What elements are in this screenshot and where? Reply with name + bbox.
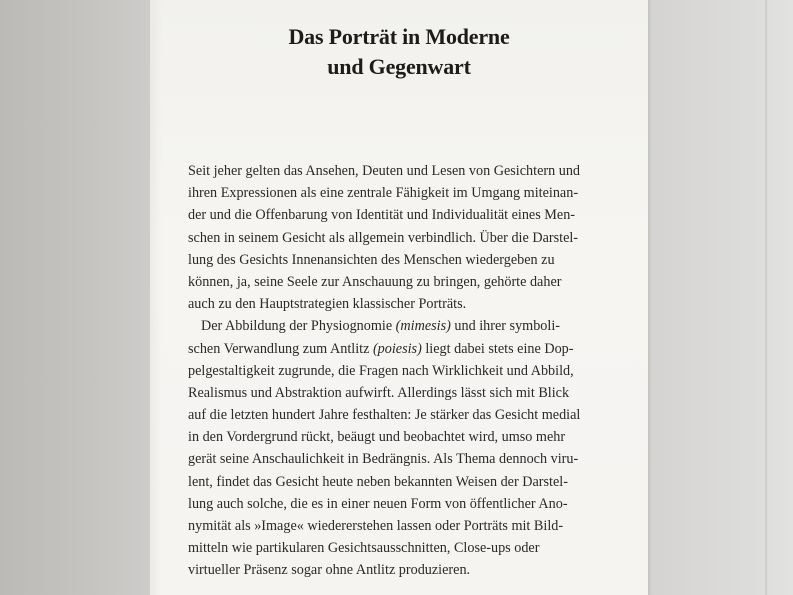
panel-shadow [150, 0, 162, 595]
paragraph-2-line: pelgestaltigkeit zugrunde, die Fragen nach Wirklichkeit und Abbild, [188, 362, 574, 379]
exhibition-text-panel [150, 0, 648, 595]
paragraph-2-text: schen Verwandlung zum Antlitz [188, 340, 373, 357]
paragraph-2-line: Realismus und Abstraktion aufwirft. Allerdings lässt sich mit Blick [188, 384, 570, 401]
paragraph-2-line: in den Vordergrund rückt, beäugt und beobachtet wird, umso mehr [188, 429, 566, 446]
wall-corner-edge [765, 0, 767, 595]
paragraph-2-line [188, 338, 623, 360]
paragraph-2-line: gerät seine Anschaulichkeit in Bedrängnis. Als Thema dennoch viru- [188, 451, 579, 468]
paragraph-2-line: virtueller Präsenz sogar ohne Antlitz produzieren. [188, 562, 471, 579]
gallery-wall-left [0, 0, 150, 595]
panel-body-text [188, 160, 623, 582]
paragraph-1-line: auch zu den Hauptstrategien klassischer Porträts. [188, 296, 467, 313]
gallery-wall-right [648, 0, 793, 595]
paragraph-2-text: und ihrer symboli- [450, 318, 560, 335]
paragraph-1-line: lung des Gesichts Innenansichten des Menschen wiedergeben zu [188, 251, 555, 268]
paragraph-1-line: können, ja, seine Seele zur Anschauung zu bringen, gehörte daher [188, 273, 562, 290]
title-line-1: Das Porträt in Moderne [288, 24, 510, 49]
paragraph-2-line [188, 315, 623, 337]
paragraph-1-line: schen in seinem Gesicht als allgemein verbindlich. Über die Darstel- [188, 229, 579, 246]
paragraph-2-line: auf die letzten hundert Jahre festhalten: Je stärker das Gesicht medial [188, 407, 581, 424]
paragraph-2-line: mitteln wie partikularen Gesichtsausschnitten, Close-ups oder [188, 540, 540, 557]
paragraph-2-text: Der Abbildung der Physiognomie [201, 318, 396, 335]
paragraph-1-line: der und die Offenbarung von Identität und Individualität eines Men- [188, 207, 576, 224]
paragraph-2-line: lung auch solche, die es in einer neuen Form von öffentlicher Ano- [188, 495, 568, 512]
paragraph-1-line: ihren Expressionen als eine zentrale Fähigkeit im Umgang miteinan- [188, 185, 579, 202]
paragraph-2-text: liegt dabei stets eine Dop- [421, 340, 574, 357]
term-poiesis: (poiesis) [372, 340, 422, 357]
paragraph-1-line: Seit jeher gelten das Ansehen, Deuten und Lesen von Gesichtern und [188, 163, 581, 179]
term-mimesis: (mimesis) [395, 318, 451, 335]
panel-title [150, 22, 648, 82]
title-line-2: und Gegenwart [327, 54, 471, 79]
paragraph-2-line: lent, findet das Gesicht heute neben bekannten Weisen der Darstel- [188, 473, 568, 490]
paragraph-2-line: nymität als »Image« wiedererstehen lassen oder Porträts mit Bild- [188, 518, 564, 534]
